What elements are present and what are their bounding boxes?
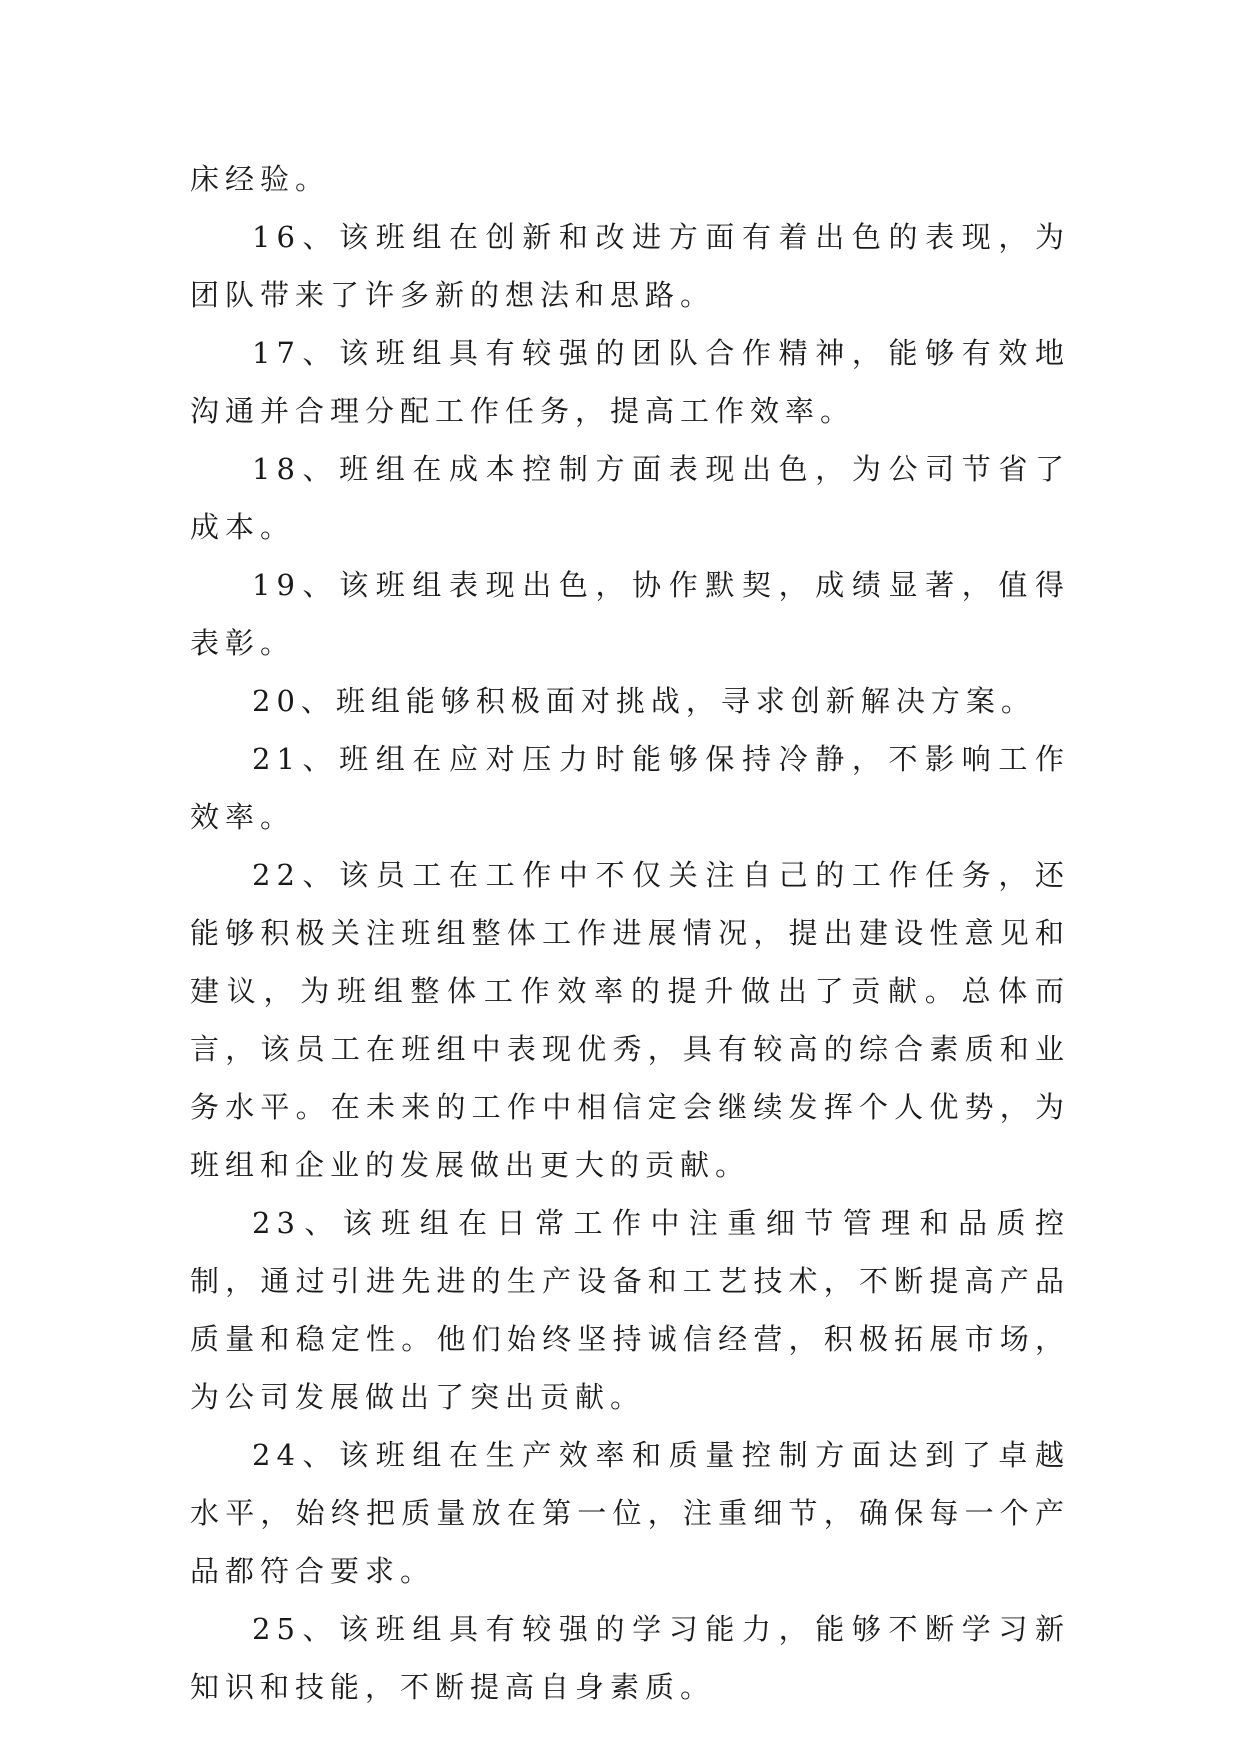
paragraph: 17、该班组具有较强的团队合作精神，能够有效地沟通并合理分配工作任务，提高工作效率。 [190, 336, 1070, 428]
paragraph: 16、该班组在创新和改进方面有着出色的表现，为团队带来了许多新的想法和思路。 [190, 220, 1070, 312]
paragraph: 24、该班组在生产效率和质量控制方面达到了卓越水平，始终把质量放在第一位，注重细节，确保每一个产品都符合要求。 [190, 1438, 1070, 1588]
paragraph: 21、班组在应对压力时能够保持冷静，不影响工作效率。 [190, 742, 1070, 834]
paragraph: 床经验。 [190, 162, 331, 196]
paragraph: 19、该班组表现出色，协作默契，成绩显著，值得表彰。 [190, 568, 1070, 660]
paragraph: 23、该班组在日常工作中注重细节管理和品质控制，通过引进先进的生产设备和工艺技术，不断提高产品质量和稳定性。他们始终坚持诚信经营，积极拓展市场，为公司发展做出了突出贡献。 [190, 1206, 1070, 1414]
paragraph: 18、班组在成本控制方面表现出色，为公司节省了成本。 [190, 452, 1070, 544]
document-body [190, 150, 1070, 1716]
paragraph: 22、该员工在工作中不仅关注自己的工作任务，还能够积极关注班组整体工作进展情况，提出建设性意见和建议，为班组整体工作效率的提升做出了贡献。总体而言，该员工在班组中表现优秀，具有较高的综合素质和业务水平。在未来的工作中相信定会继续发挥个人优势，为班组和企业的发展做出更大的贡献。 [190, 858, 1070, 1182]
paragraph: 20、班组能够积极面对挑战，寻求创新解决方案。 [252, 684, 1036, 718]
paragraph: 25、该班组具有较强的学习能力，能够不断学习新知识和技能，不断提高自身素质。 [190, 1612, 1070, 1704]
